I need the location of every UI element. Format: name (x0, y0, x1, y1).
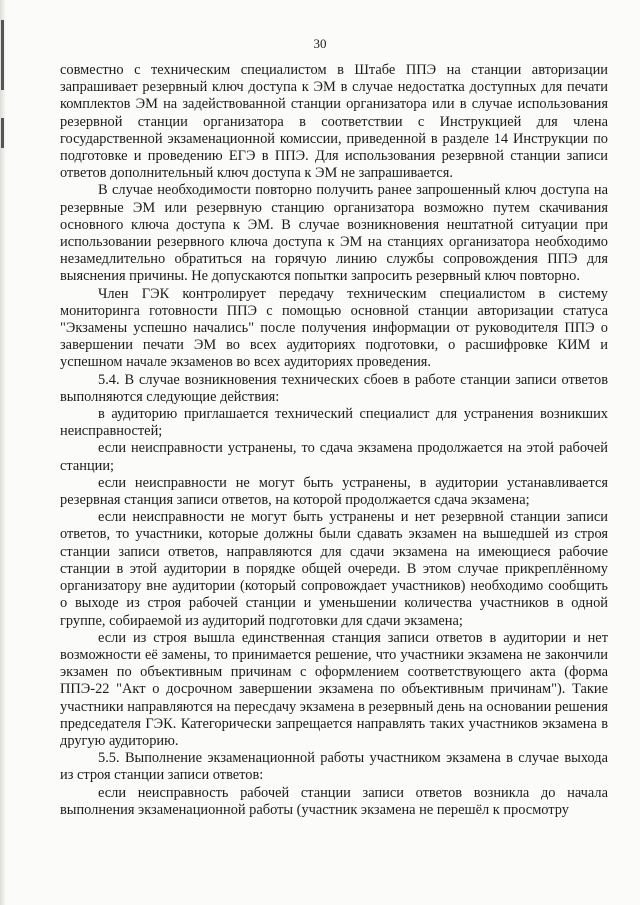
list-item: если неисправности не могут быть устранены, в аудитории устанавливается резервная станция записи ответов, на которой продолжается сдача экзамена; (60, 474, 608, 509)
list-item: если неисправности устранены, то сдача экзамена продолжается на этой рабочей станции; (60, 440, 608, 474)
list-item: в аудиторию приглашается технический специалист для устранения возникших неисправностей; (60, 406, 608, 440)
scan-mark (1, 118, 4, 148)
section-5-4-heading: 5.4. В случае возникновения технических сбоев в работе станции записи ответов выполняются следующие действия: (60, 371, 608, 405)
section-5-5-heading: 5.5. Выполнение экзаменационной работы участником экзамена в случае выхода из строя станции записи ответов: (60, 750, 608, 784)
page-number: 30 (313, 36, 327, 51)
document-body (60, 62, 608, 819)
list-item: если неисправность рабочей станции записи ответов возникла до начала выполнения экзаменационной работы (участник экзамена не перешёл к просмотру (60, 784, 608, 818)
paragraph-gek-control: Член ГЭК контролирует передачу техническим специалистом в систему мониторинга готовности ППЭ с помощью основной станции авторизации статуса "Экзамены успешно начались" после получения информации от руководителя ППЭ о завершении печати ЭМ во всех аудиториях подготовки, о расшифровке КИМ и успешном начале экзаменов во всех аудиториях проведения. (60, 285, 608, 371)
list-item: если неисправности не могут быть устранены и нет резервной станции записи ответов, то участники, которые должны были сдавать экзамен на вышедшей из строя станции записи ответов, направляются для сдачи экзамена на имеющиеся рабочие станции в этой аудитории в порядке общей очереди. В этом случае прикреплённому организатору вне аудитории (который сопровождает участников) необходимо сообщить о выходе из строя рабочей станции и уменьшении количества участников в одной группе, собираемой из аудиторий подготовки для сдачи экзамена; (60, 509, 608, 629)
paragraph-reserve-key: В случае необходимости повторно получить ранее запрошенный ключ доступа на резервные ЭМ или резервную станцию организатора возможно путем скачивания основного ключа доступа к ЭМ. В случае возникновения нештатной ситуации при использовании резервного ключа доступа к ЭМ на станциях организатора необходимо незамедлительно обратиться на горячую линию службы сопровождения ППЭ для выяснения причины. Не допускаются попытки запросить резервный ключ повторно. (60, 182, 608, 285)
scan-mark (1, 20, 4, 90)
paragraph-continuation: совместно с техническим специалистом в Штабе ППЭ на станции авторизации запрашивает резервный ключ доступа к ЭМ в случае недостатка доступных для печати комплектов ЭМ на задействованной станции организатора или в случае использования резервной станции организатора в соответствии с Инструкцией для члена государственной экзаменационной комиссии, приведенной в разделе 14 Инструкции по подготовке и проведению ЕГЭ в ППЭ. Для использования резервной станции записи ответов дополнительный ключ доступа к ЭМ не запрашивается. (60, 62, 608, 182)
list-item: если из строя вышла единственная станция записи ответов в аудитории и нет возможности её замены, то принимается решение, что участники экзамена не закончили экзамен по объективным причинам с оформлением соответствующего акта (форма ППЭ-22 "Акт о досрочном завершении экзамена по объективным причинам"). Такие участники направляются на пересдачу экзамена в резервный день на основании решения председателя ГЭК. Категорически запрещается направлять таких участников экзамена в другую аудиторию. (60, 629, 608, 749)
